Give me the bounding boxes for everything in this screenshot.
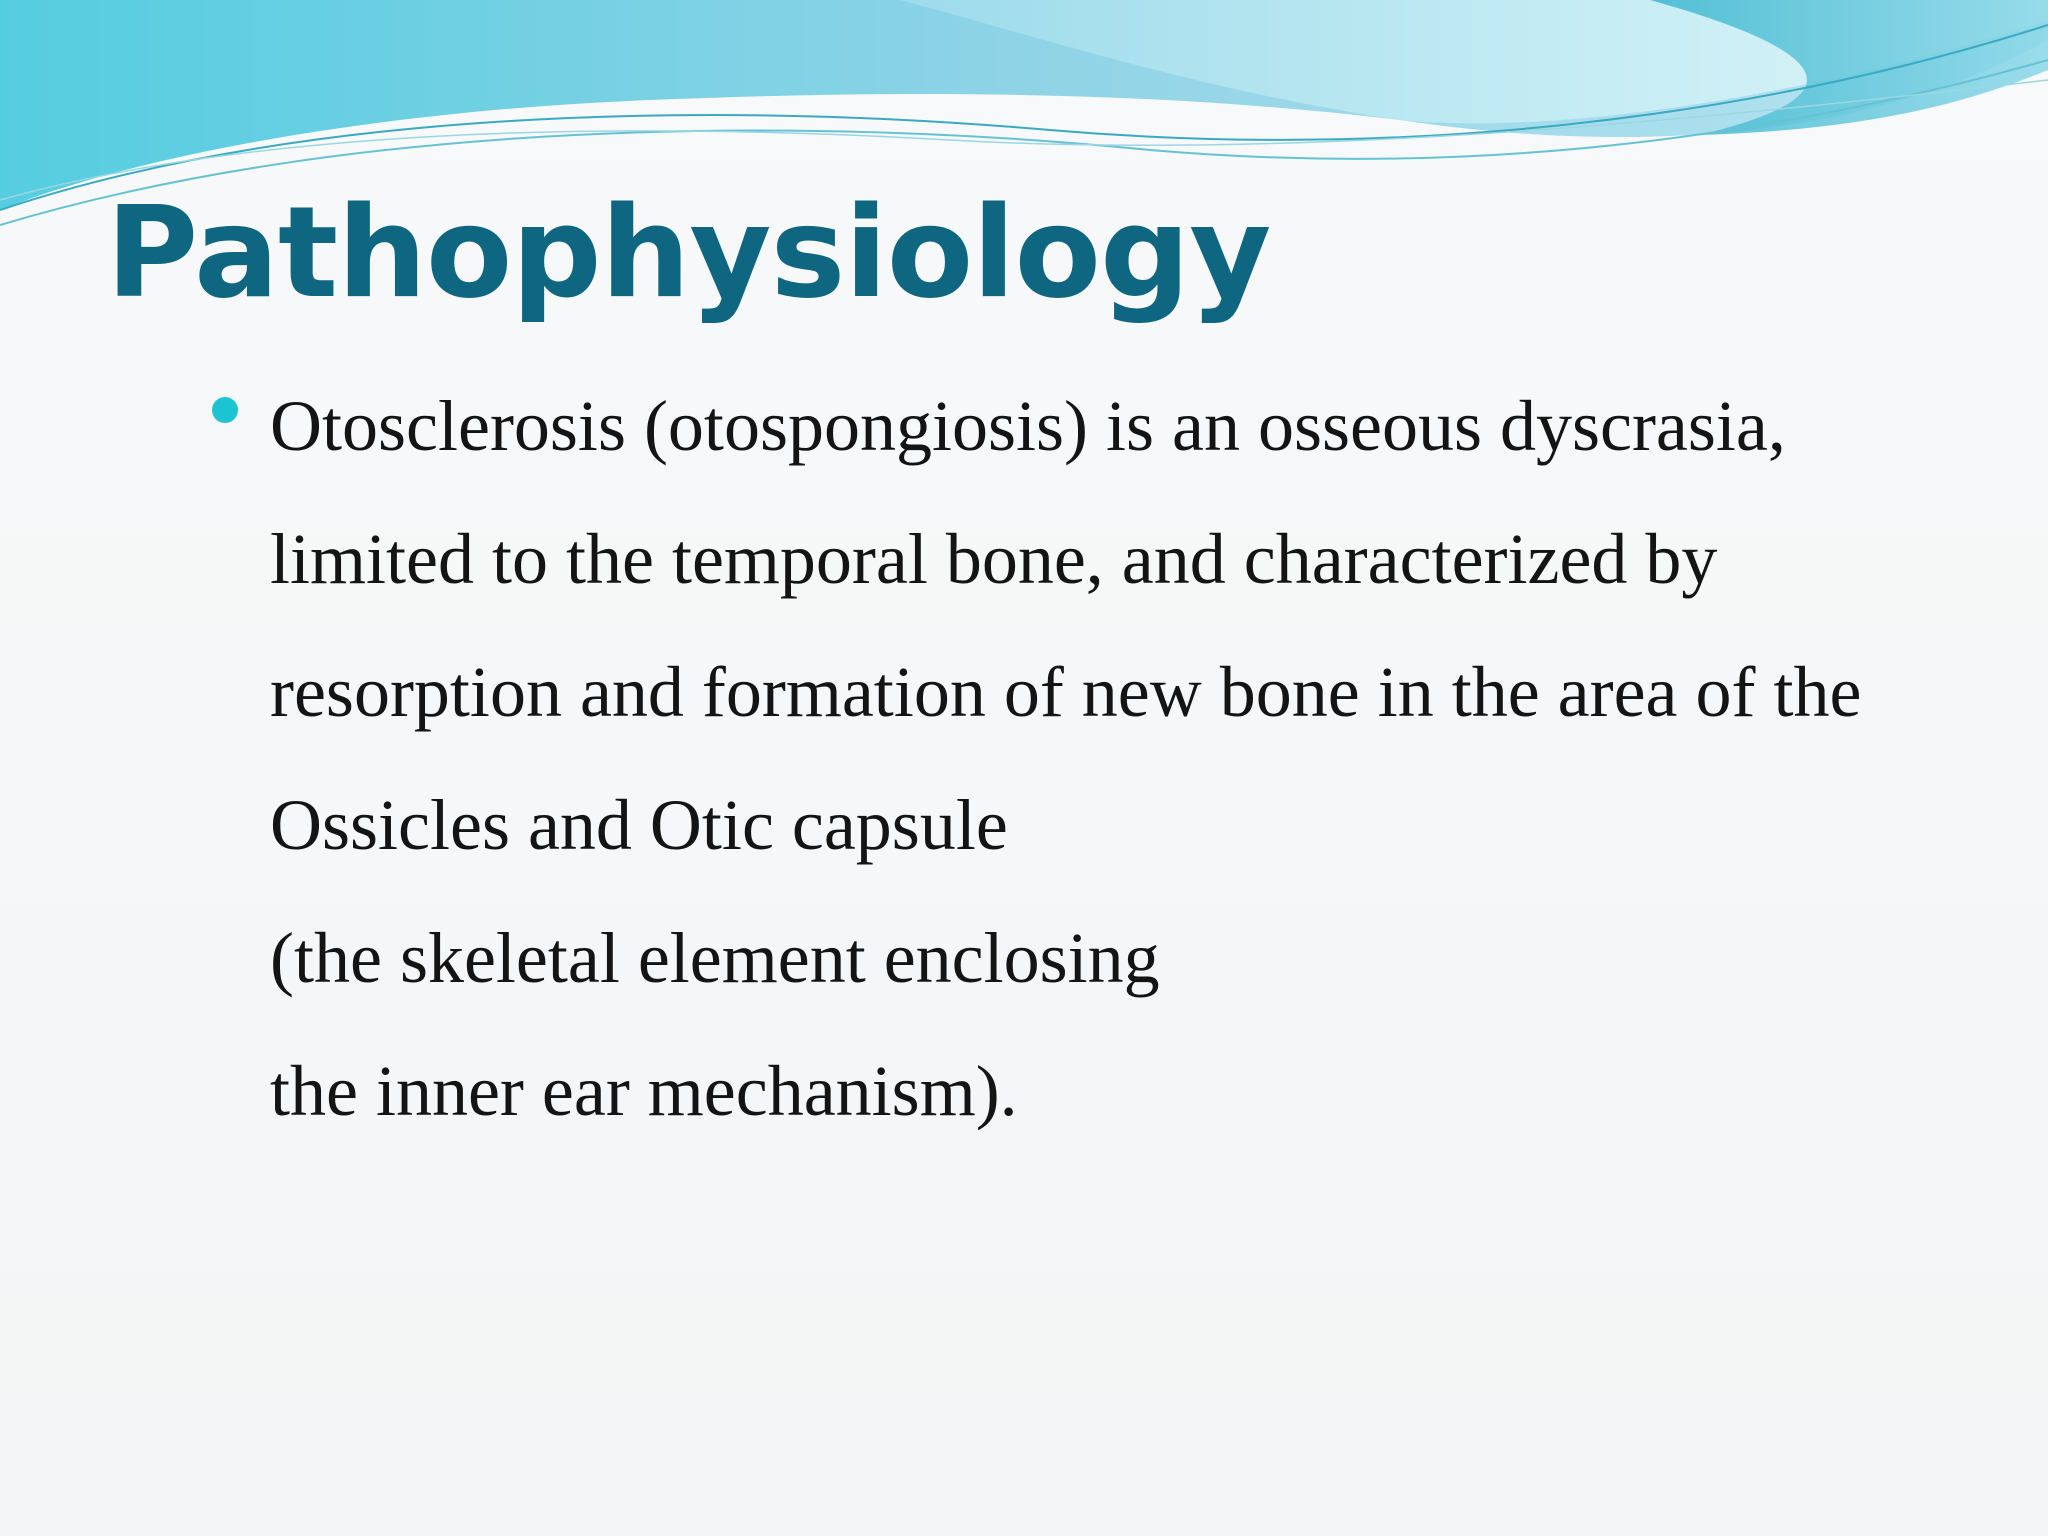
- bullet-line: resorption and formation of new bone in the area of the: [270, 652, 1862, 732]
- bullet-line: Ossicles and Otic capsule: [270, 785, 1008, 865]
- bullet-line: (the skeletal element enclosing: [270, 918, 1160, 998]
- bullet-line: limited to the temporal bone, and characterized by: [270, 519, 1718, 599]
- bullet-text-block: [270, 360, 2040, 1158]
- bullet-line: the inner ear mechanism).: [270, 1051, 1018, 1131]
- slide-title: Pathophysiology: [106, 179, 1271, 326]
- bullet-dot-icon: [212, 397, 238, 423]
- bullet-line: Otosclerosis (otospongiosis) is an osseous dyscrasia,: [270, 386, 1786, 466]
